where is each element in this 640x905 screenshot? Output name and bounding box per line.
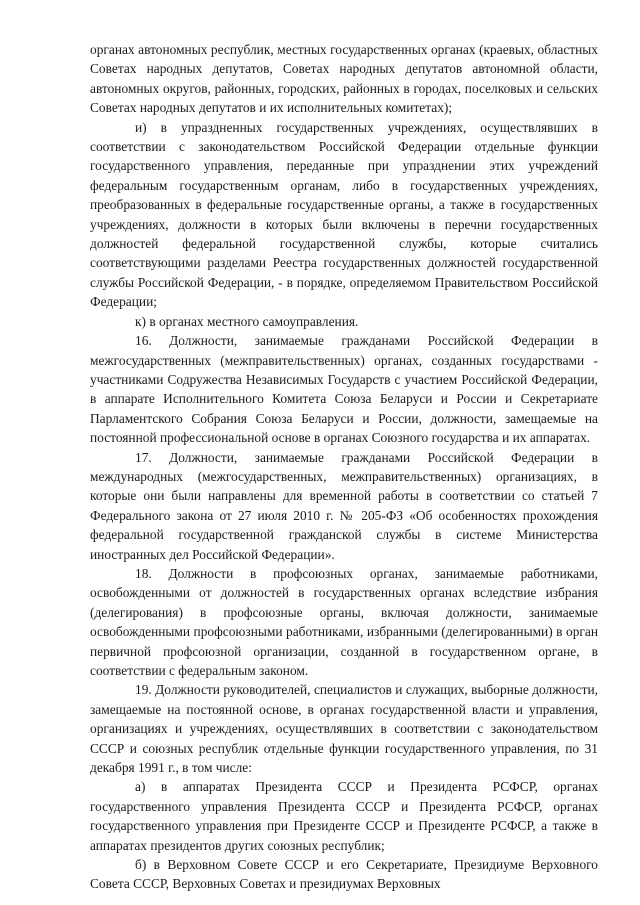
paragraph-item-i: и) в упраздненных государственных учреждениях, осуществлявших в соответствии с законодательством Российской Федерации отдельные функции государственного управления, переданные при упразднении этих учреждений федеральным государственным органам, либо в государственных учреждениях, преобразованных в федеральные государственные органы, а также в государственных учреждениях, должности в которых были включены в перечни государственных должностей федеральной государственной службы, которые считались соответствующими разделами Реестра государственных должностей государственной службы Российской Федерации, - в порядке, определяемом Правительством Российской Федерации; — [90, 119, 598, 310]
paragraph-item-b: б) в Верховном Совете СССР и его Секретариате, Президиуме Верховного Совета СССР, Верховных Советах и президиумах Верховных — [90, 857, 598, 892]
paragraph-continuation: органах автономных республик, местных государственных органах (краевых, областных Советах народных депутатов, Советах народных депутатов автономной области, автономных округов, районных, городских, районных в городах, поселковых и сельских Советах народных депутатов и их исполнительных комитетах); — [90, 42, 598, 116]
paragraph-item-k: к) в органах местного самоуправления. — [135, 313, 359, 329]
paragraph-16: 16. Должности, занимаемые гражданами Российской Федерации в межгосударственных (межправительственных) органах, созданных государствами - участниками Содружества Независимых Государств с участием Российской Федерации, в аппарате Исполнительного Комитета Союза Беларуси и России и Секретариате Парламентского Собрания Союза Беларуси и России, должности, замещаемые на постоянной профессиональной основе в органах Союзного государства и их аппаратах. — [90, 333, 598, 446]
paragraph-18: 18. Должности в профсоюзных органах, занимаемые работниками, освобожденными от должностей в государственных органах вследствие избрания (делегирования) в профсоюзные органы, включая должности, занимаемые освобожденными профсоюзными работниками, избранными (делегированными) в орган первичной профсоюзной организации, созданной в государственном органе, в соответствии с федеральным законом. — [90, 565, 598, 678]
paragraph-19: 19. Должности руководителей, специалистов и служащих, выборные должности, замещаемые на постоянной основе, в органах государственной власти и управления, организациях и учреждениях, осуществлявших в соответствии с законодательством СССР и союзных республик отдельные функции государственного управления, по 31 декабря 1991 г., в том числе: — [90, 682, 598, 776]
paragraph-item-a: а) в аппаратах Президента СССР и Президента РСФСР, органах государственного управления Президента СССР и Президента РСФСР, органах государственного управления при Президенте СССР и Президенте РСФСР, а также в аппаратах президентов других союзных республик; — [90, 779, 598, 853]
document-page — [90, 40, 598, 894]
paragraph-17: 17. Должности, занимаемые гражданами Российской Федерации в международных (межгосударственных, межправительственных) организациях, в которые они были направлены для временной работы в соответствии со статьей 7 Федерального закона от 27 июля 2010 г. № 205-ФЗ «Об особенностях прохождения федеральной государственной гражданской службы в системе Министерства иностранных дел Российской Федерации». — [90, 449, 598, 562]
